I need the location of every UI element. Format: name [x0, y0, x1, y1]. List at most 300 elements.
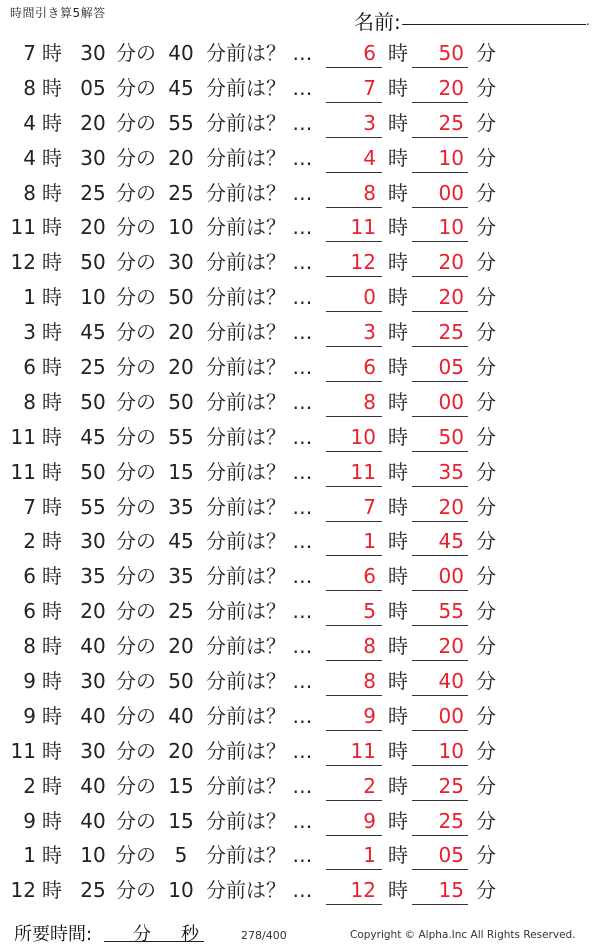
- answer-hour-line: [326, 346, 382, 347]
- question-text: 分前は？ …: [206, 703, 313, 728]
- answer-minute-kanji: 分: [476, 285, 496, 310]
- answer-minute-line: [412, 521, 468, 522]
- question-text: 分前は？ …: [206, 738, 313, 763]
- minute-no-text: 分の: [116, 599, 156, 624]
- answer-minute-line: [412, 346, 468, 347]
- start-minute: 25: [80, 355, 106, 380]
- start-minute: 45: [80, 320, 106, 345]
- answer-minute-line: [412, 102, 468, 103]
- hour-kanji: 時: [42, 320, 62, 345]
- start-minute: 50: [80, 459, 106, 484]
- start-hour: 4: [23, 110, 36, 135]
- answer-hour-kanji: 時: [388, 843, 408, 868]
- question-text: 分前は？ …: [206, 599, 313, 624]
- elapsed-time-label: 所要時間:: [14, 924, 93, 945]
- hour-kanji: 時: [42, 703, 62, 728]
- start-minute: 40: [80, 773, 106, 798]
- answer-hour: 7: [363, 494, 376, 519]
- answer-hour-line: [326, 730, 382, 731]
- minutes-before: 20: [168, 320, 194, 345]
- question-text: 分前は？ …: [206, 41, 313, 65]
- minutes-before: 50: [168, 389, 194, 414]
- minute-no-text: 分の: [116, 703, 156, 728]
- problem-row: [0, 699, 600, 734]
- hour-kanji: 時: [42, 459, 62, 484]
- minutes-before: 55: [168, 110, 194, 135]
- answer-hour-line: [326, 695, 382, 696]
- hour-kanji: 時: [42, 808, 62, 833]
- answer-hour: 11: [350, 459, 376, 484]
- answer-minute-kanji: 分: [476, 389, 496, 414]
- minute-no-text: 分の: [116, 285, 156, 310]
- answer-hour: 7: [363, 75, 376, 100]
- answer-hour-kanji: 時: [388, 389, 408, 414]
- answer-minute: 05: [438, 355, 464, 380]
- answer-hour-kanji: 時: [388, 110, 408, 135]
- answer-minute-kanji: 分: [476, 459, 496, 484]
- answer-minute: 00: [438, 180, 464, 205]
- answer-minute-kanji: 分: [476, 145, 496, 170]
- answer-minute-line: [412, 451, 468, 452]
- answer-hour-line: [326, 451, 382, 452]
- minute-no-text: 分の: [116, 808, 156, 833]
- answer-minute: 00: [438, 703, 464, 728]
- minutes-before: 25: [168, 180, 194, 205]
- answer-minute-kanji: 分: [476, 215, 496, 240]
- answer-minute-line: [412, 241, 468, 242]
- answer-hour-kanji: 時: [388, 75, 408, 100]
- hour-kanji: 時: [42, 494, 62, 519]
- start-minute: 40: [80, 703, 106, 728]
- answer-hour-kanji: 時: [388, 145, 408, 170]
- answer-minute-kanji: 分: [476, 529, 496, 554]
- minute-no-text: 分の: [116, 250, 156, 275]
- minute-no-text: 分の: [116, 529, 156, 554]
- answer-minute-kanji: 分: [476, 773, 496, 798]
- question-text: 分前は？ …: [206, 773, 313, 798]
- start-hour: 9: [23, 669, 36, 694]
- answer-minute-line: [412, 904, 468, 905]
- start-hour: 11: [10, 215, 36, 240]
- minute-no-text: 分の: [116, 564, 156, 589]
- question-text: 分前は？ …: [206, 808, 313, 833]
- start-hour: 6: [23, 564, 36, 589]
- answer-hour: 11: [350, 738, 376, 763]
- question-text: 分前は？ …: [206, 424, 313, 449]
- question-text: 分前は？ …: [206, 634, 313, 659]
- answer-hour-kanji: 時: [388, 250, 408, 275]
- answer-minute-line: [412, 660, 468, 661]
- question-text: 分前は？ …: [206, 285, 313, 310]
- minute-no-text: 分の: [116, 669, 156, 694]
- start-minute: 20: [80, 215, 106, 240]
- minute-no-text: 分の: [116, 355, 156, 380]
- start-hour: 8: [23, 389, 36, 414]
- answer-hour-line: [326, 904, 382, 905]
- minute-no-text: 分の: [116, 320, 156, 345]
- problem-row: [0, 873, 600, 908]
- problem-row: [0, 245, 600, 280]
- question-text: 分前は？ …: [206, 529, 313, 554]
- minutes-before: 15: [168, 459, 194, 484]
- answer-minute-kanji: 分: [476, 703, 496, 728]
- hour-kanji: 時: [42, 424, 62, 449]
- answer-minute: 20: [438, 285, 464, 310]
- start-hour: 4: [23, 145, 36, 170]
- answer-hour-line: [326, 416, 382, 417]
- answer-hour: 0: [363, 285, 376, 310]
- answer-hour-line: [326, 207, 382, 208]
- answer-minute-line: [412, 67, 468, 68]
- start-minute: 55: [80, 494, 106, 519]
- answer-hour-line: [326, 800, 382, 801]
- hour-kanji: 時: [42, 145, 62, 170]
- answer-minute-kanji: 分: [476, 110, 496, 135]
- answer-hour-line: [326, 172, 382, 173]
- minutes-before: 55: [168, 424, 194, 449]
- start-minute: 50: [80, 389, 106, 414]
- minutes-before: 50: [168, 285, 194, 310]
- answer-minute: 20: [438, 250, 464, 275]
- name-line-dot: .: [586, 14, 590, 28]
- question-text: 分前は？ …: [206, 320, 313, 345]
- minutes-before: 10: [168, 878, 194, 903]
- hour-kanji: 時: [42, 878, 62, 903]
- question-text: 分前は？ …: [206, 494, 313, 519]
- problem-row: [0, 315, 600, 350]
- answer-minute-kanji: 分: [476, 41, 496, 65]
- answer-minute-kanji: 分: [476, 180, 496, 205]
- problem-row: [0, 280, 600, 315]
- answer-hour-line: [326, 555, 382, 556]
- answer-minute-line: [412, 416, 468, 417]
- answer-minute-line: [412, 765, 468, 766]
- answer-hour-kanji: 時: [388, 703, 408, 728]
- start-hour: 12: [10, 878, 36, 903]
- question-text: 分前は？ …: [206, 145, 313, 170]
- minutes-before: 45: [168, 75, 194, 100]
- copyright-notice: Copyright © Alpha.Inc All Rights Reserved.: [350, 929, 576, 941]
- answer-hour-line: [326, 241, 382, 242]
- problem-row: [0, 176, 600, 211]
- answer-minute-line: [412, 381, 468, 382]
- start-minute: 10: [80, 843, 106, 868]
- hour-kanji: 時: [42, 355, 62, 380]
- answer-minute-line: [412, 276, 468, 277]
- answer-minute-kanji: 分: [476, 320, 496, 345]
- start-minute: 50: [80, 250, 106, 275]
- answer-hour-line: [326, 625, 382, 626]
- hour-kanji: 時: [42, 529, 62, 554]
- answer-minute-line: [412, 555, 468, 556]
- answer-hour: 1: [363, 843, 376, 868]
- answer-minute-line: [412, 137, 468, 138]
- answer-minute: 25: [438, 808, 464, 833]
- answer-minute-kanji: 分: [476, 250, 496, 275]
- minutes-before: 40: [168, 41, 194, 65]
- answer-minute-line: [412, 486, 468, 487]
- hour-kanji: 時: [42, 41, 62, 65]
- problem-row: [0, 141, 600, 176]
- minutes-before: 20: [168, 634, 194, 659]
- answer-hour: 4: [363, 145, 376, 170]
- start-hour: 1: [23, 285, 36, 310]
- question-text: 分前は？ …: [206, 75, 313, 100]
- start-hour: 6: [23, 355, 36, 380]
- answer-hour-kanji: 時: [388, 634, 408, 659]
- answer-minute-line: [412, 730, 468, 731]
- answer-hour-line: [326, 381, 382, 382]
- start-hour: 9: [23, 808, 36, 833]
- answer-hour: 10: [350, 424, 376, 449]
- problem-row: [0, 455, 600, 490]
- answer-hour: 8: [363, 389, 376, 414]
- hour-kanji: 時: [42, 773, 62, 798]
- start-minute: 25: [80, 180, 106, 205]
- problem-row: [0, 36, 600, 71]
- start-hour: 12: [10, 250, 36, 275]
- answer-minute-line: [412, 869, 468, 870]
- answer-hour-line: [326, 835, 382, 836]
- start-minute: 25: [80, 878, 106, 903]
- minutes-before: 40: [168, 703, 194, 728]
- start-minute: 20: [80, 110, 106, 135]
- start-hour: 9: [23, 703, 36, 728]
- start-minute: 40: [80, 634, 106, 659]
- minute-no-text: 分の: [116, 494, 156, 519]
- minutes-before: 10: [168, 215, 194, 240]
- start-hour: 8: [23, 634, 36, 659]
- worksheet-title: 時間引き算5解答: [10, 6, 106, 20]
- minute-no-text: 分の: [116, 878, 156, 903]
- minute-no-text: 分の: [116, 459, 156, 484]
- answer-hour-kanji: 時: [388, 669, 408, 694]
- answer-minute: 55: [438, 599, 464, 624]
- problem-row: [0, 664, 600, 699]
- hour-kanji: 時: [42, 599, 62, 624]
- answer-minute-kanji: 分: [476, 355, 496, 380]
- answer-minute-kanji: 分: [476, 424, 496, 449]
- question-text: 分前は？ …: [206, 110, 313, 135]
- answer-hour-line: [326, 276, 382, 277]
- minutes-before: 50: [168, 669, 194, 694]
- answer-minute-kanji: 分: [476, 878, 496, 903]
- answer-hour-line: [326, 869, 382, 870]
- answer-hour-kanji: 時: [388, 599, 408, 624]
- start-hour: 2: [23, 773, 36, 798]
- start-hour: 3: [23, 320, 36, 345]
- answer-minute: 00: [438, 389, 464, 414]
- answer-minute-kanji: 分: [476, 599, 496, 624]
- start-hour: 8: [23, 75, 36, 100]
- start-hour: 11: [10, 459, 36, 484]
- minutes-before: 25: [168, 599, 194, 624]
- answer-minute-kanji: 分: [476, 75, 496, 100]
- problem-row: [0, 385, 600, 420]
- answer-hour: 9: [363, 808, 376, 833]
- minute-no-text: 分の: [116, 41, 156, 65]
- answer-hour: 8: [363, 669, 376, 694]
- answer-hour-kanji: 時: [388, 285, 408, 310]
- answer-minute-line: [412, 800, 468, 801]
- answer-minute: 10: [438, 215, 464, 240]
- answer-hour-line: [326, 67, 382, 68]
- minute-no-text: 分の: [116, 738, 156, 763]
- minutes-before: 15: [168, 808, 194, 833]
- answer-hour-line: [326, 102, 382, 103]
- answer-hour-kanji: 時: [388, 564, 408, 589]
- minute-no-text: 分の: [116, 773, 156, 798]
- name-label: 名前:: [354, 10, 401, 34]
- problem-row: [0, 420, 600, 455]
- start-hour: 7: [23, 494, 36, 519]
- problem-row: [0, 629, 600, 664]
- answer-minute-line: [412, 311, 468, 312]
- problem-row: [0, 594, 600, 629]
- answer-minute: 40: [438, 669, 464, 694]
- question-text: 分前は？ …: [206, 180, 313, 205]
- answer-hour: 2: [363, 773, 376, 798]
- hour-kanji: 時: [42, 215, 62, 240]
- question-text: 分前は？ …: [206, 878, 313, 903]
- answer-minute: 20: [438, 75, 464, 100]
- start-minute: 45: [80, 424, 106, 449]
- answer-hour-line: [326, 486, 382, 487]
- question-text: 分前は？ …: [206, 564, 313, 589]
- start-hour: 8: [23, 180, 36, 205]
- minute-no-text: 分の: [116, 634, 156, 659]
- answer-minute-line: [412, 172, 468, 173]
- problem-row: [0, 734, 600, 769]
- hour-kanji: 時: [42, 389, 62, 414]
- hour-kanji: 時: [42, 250, 62, 275]
- answer-hour-kanji: 時: [388, 320, 408, 345]
- minutes-before: 45: [168, 529, 194, 554]
- problem-row: [0, 838, 600, 873]
- answer-hour-kanji: 時: [388, 808, 408, 833]
- hour-kanji: 時: [42, 180, 62, 205]
- answer-minute-kanji: 分: [476, 564, 496, 589]
- answer-hour-line: [326, 660, 382, 661]
- question-text: 分前は？ …: [206, 389, 313, 414]
- hour-kanji: 時: [42, 843, 62, 868]
- answer-hour-line: [326, 311, 382, 312]
- minute-no-text: 分の: [116, 110, 156, 135]
- answer-minute-line: [412, 590, 468, 591]
- answer-minute: 50: [438, 424, 464, 449]
- question-text: 分前は？ …: [206, 355, 313, 380]
- problem-row: [0, 106, 600, 141]
- answer-hour: 8: [363, 180, 376, 205]
- minutes-before: 20: [168, 145, 194, 170]
- answer-minute: 45: [438, 529, 464, 554]
- start-minute: 05: [80, 75, 106, 100]
- start-hour: 1: [23, 843, 36, 868]
- answer-minute-line: [412, 695, 468, 696]
- elapsed-minutes-label: 分: [133, 924, 151, 945]
- start-hour: 11: [10, 424, 36, 449]
- answer-hour-kanji: 時: [388, 41, 408, 65]
- start-minute: 35: [80, 564, 106, 589]
- start-hour: 11: [10, 738, 36, 763]
- minutes-before: 20: [168, 355, 194, 380]
- question-text: 分前は？ …: [206, 459, 313, 484]
- answer-hour-line: [326, 765, 382, 766]
- answer-minute-line: [412, 835, 468, 836]
- answer-hour: 8: [363, 634, 376, 659]
- answer-minute-line: [412, 207, 468, 208]
- minute-no-text: 分の: [116, 215, 156, 240]
- hour-kanji: 時: [42, 634, 62, 659]
- start-minute: 30: [80, 738, 106, 763]
- start-minute: 40: [80, 808, 106, 833]
- answer-minute-kanji: 分: [476, 808, 496, 833]
- answer-minute: 25: [438, 320, 464, 345]
- answer-hour-line: [326, 590, 382, 591]
- hour-kanji: 時: [42, 669, 62, 694]
- start-hour: 7: [23, 41, 36, 65]
- answer-minute: 20: [438, 494, 464, 519]
- hour-kanji: 時: [42, 564, 62, 589]
- answer-hour-kanji: 時: [388, 424, 408, 449]
- start-minute: 10: [80, 285, 106, 310]
- question-text: 分前は？ …: [206, 250, 313, 275]
- minute-no-text: 分の: [116, 145, 156, 170]
- answer-minute: 50: [438, 41, 464, 65]
- start-minute: 30: [80, 145, 106, 170]
- problem-row: [0, 350, 600, 385]
- answer-hour-line: [326, 521, 382, 522]
- answer-hour: 1: [363, 529, 376, 554]
- answer-minute-line: [412, 625, 468, 626]
- answer-hour-line: [326, 137, 382, 138]
- start-minute: 30: [80, 529, 106, 554]
- answer-minute-kanji: 分: [476, 494, 496, 519]
- question-text: 分前は？ …: [206, 669, 313, 694]
- answer-hour: 12: [350, 250, 376, 275]
- minutes-before: 35: [168, 564, 194, 589]
- answer-minute-kanji: 分: [476, 738, 496, 763]
- answer-minute: 10: [438, 738, 464, 763]
- minutes-before: 30: [168, 250, 194, 275]
- minutes-before: 35: [168, 494, 194, 519]
- answer-hour: 6: [363, 355, 376, 380]
- answer-minute: 35: [438, 459, 464, 484]
- answer-minute: 00: [438, 564, 464, 589]
- answer-minute: 15: [438, 878, 464, 903]
- answer-hour-kanji: 時: [388, 738, 408, 763]
- page-number: 278/400: [241, 929, 287, 942]
- answer-hour-kanji: 時: [388, 494, 408, 519]
- answer-hour-kanji: 時: [388, 215, 408, 240]
- question-text: 分前は？ …: [206, 843, 313, 868]
- hour-kanji: 時: [42, 110, 62, 135]
- hour-kanji: 時: [42, 285, 62, 310]
- problem-row: [0, 769, 600, 804]
- problem-list: [0, 36, 600, 908]
- answer-minute: 05: [438, 843, 464, 868]
- answer-hour: 6: [363, 564, 376, 589]
- answer-minute-kanji: 分: [476, 843, 496, 868]
- start-minute: 30: [80, 669, 106, 694]
- answer-hour: 6: [363, 41, 376, 65]
- name-line: [402, 24, 586, 25]
- answer-minute: 10: [438, 145, 464, 170]
- answer-hour-kanji: 時: [388, 459, 408, 484]
- problem-row: [0, 210, 600, 245]
- minutes-before: 20: [168, 738, 194, 763]
- minute-no-text: 分の: [116, 843, 156, 868]
